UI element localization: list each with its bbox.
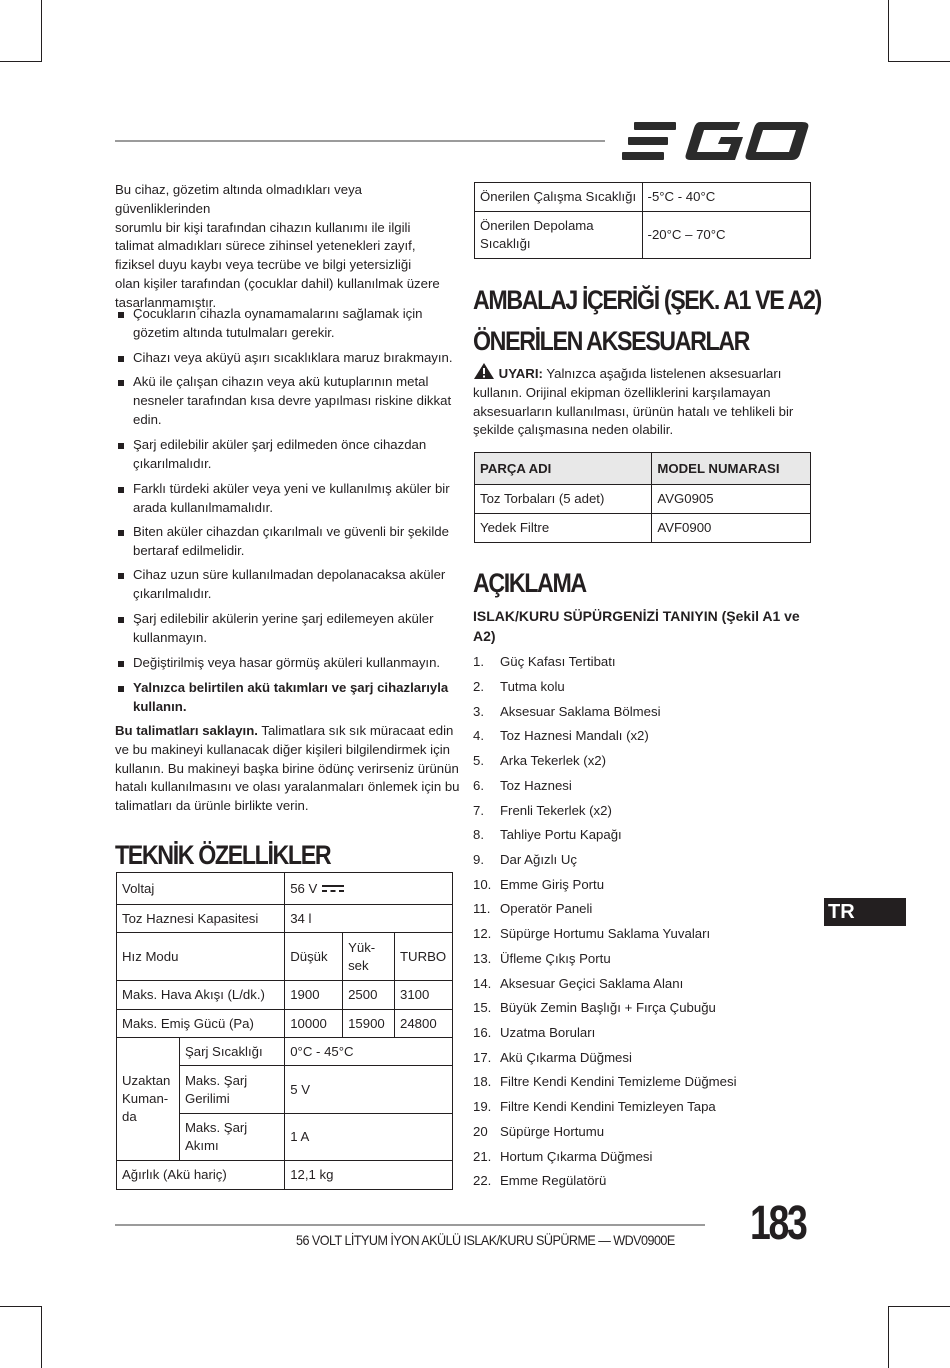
save-instructions [115,722,460,816]
crop-mark [888,61,950,62]
spec-label: Toz Haznesi Kapasitesi [117,905,285,933]
crop-mark [888,1306,950,1307]
item-number: 22. [473,1173,492,1188]
bullet-square-icon [118,356,124,362]
list-item [473,999,716,1017]
intro-line: olan kişiler tarafından (çocuklar dahil) kullanılmak üzere [115,275,440,291]
bullet-square-icon [118,617,124,623]
item-number: 5. [473,753,484,768]
spec-value: 10000 [285,1010,343,1038]
item-number: 15. [473,1000,492,1015]
spec-label: Maks. Şarj Gerilimi [179,1066,284,1114]
list-item [473,653,616,671]
item-text: Büyük Zemin Başlığı + Fırça Çubuğu [500,1000,716,1015]
dc-symbol-icon [321,884,345,894]
item-number: 2. [473,679,484,694]
item-text: Tutma kolu [500,679,565,694]
spec-label: Maks. Şarj Akımı [179,1114,284,1161]
ego-logo [622,120,810,162]
temp-value: -20°C – 70°C [642,212,810,259]
item-text: Süpürge Hortumu Saklama Yuvaları [500,926,711,941]
list-item [473,1024,595,1042]
warning-label: UYARI: [498,366,543,381]
bullet-square-icon [118,573,124,579]
item-number: 11. [473,901,491,916]
intro-paragraph [115,181,460,313]
list-item [473,678,565,696]
bullet-square-icon [118,530,124,536]
bullet-item [116,566,456,604]
list-item [473,876,604,894]
bullet-line: Şarj edilebilir akülerin yerine şarj edilemeyen aküler [133,611,434,626]
crop-mark [888,0,889,61]
bullet-line: bertaraf edilmelidir. [133,542,245,558]
part-model: AVF0900 [652,514,811,543]
list-item [473,851,577,869]
item-text: Frenli Tekerlek (x2) [500,803,612,818]
warning-line: kullanın. Orijinal ekipman özelliklerini karşılamayan [473,384,771,400]
specs-heading: TEKNİK ÖZELLİKLER [115,840,331,870]
bullet-item [116,679,456,717]
part-name: Toz Torbaları (5 adet) [475,485,652,514]
list-item [473,975,683,993]
spec-value: 12,1 kg [285,1161,453,1190]
bullet-item [116,349,456,368]
item-number: 1. [473,654,484,669]
list-item [473,752,606,770]
item-text: Güç Kafası Tertibatı [500,654,616,669]
subheading-line: A2) [473,628,496,644]
save-line: ve bu makineyi kullanacak diğer kişileri bilgilendirmek için [115,741,450,757]
item-text: Üfleme Çıkış Portu [500,951,611,966]
bullet-line: Biten aküler cihazdan çıkarılmalı ve güvenli bir şekilde [133,524,449,539]
list-item [473,1073,737,1091]
item-number: 4. [473,728,484,743]
intro-line: sorumlu bir kişi tarafından cihazın kullanımı ile ilgili [115,219,411,235]
bullet-line: Akü ile çalışan cihazın veya akü kutuplarının metal [133,374,429,389]
item-text: Aksesuar Saklama Bölmesi [500,704,661,719]
item-text: Emme Regülatörü [500,1173,607,1188]
item-number: 10. [473,877,492,892]
bullet-line: çıkarılmalıdır. [133,585,212,601]
spec-value: 1 A [285,1114,453,1161]
item-number: 6. [473,778,484,793]
part-model: AVG0905 [652,485,811,514]
spec-value: 3100 [394,981,452,1010]
temp-label: Önerilen Çalışma Sıcaklığı [475,183,643,212]
crop-mark [0,1306,42,1307]
parts-header: PARÇA ADI [475,453,652,485]
crop-mark [41,0,42,61]
intro-line: talimat almadıkları sürece zihinsel yetenekleri zayıf, [115,238,416,254]
crop-mark [41,1306,42,1368]
footer-text: 56 VOLT LİTYUM İYON AKÜLÜ ISLAK/KURU SÜPÜRME — WDV0900E [296,1232,675,1248]
accessories-heading: ÖNERİLEN AKSESUARLAR [473,326,750,356]
bullet-square-icon [118,380,124,386]
page-number: 183 [750,1197,806,1250]
accessories-table [474,452,811,543]
description-subheading [473,606,818,646]
temperature-table [474,182,811,259]
save-line: kullanın. Bu makineyi başka birine ödünç verirseniz ürünün [115,760,459,776]
save-line: talimatları da ürünle birlikte verin. [115,798,309,814]
spec-value: 5 V [285,1066,453,1114]
intro-line: fiziksel duyu kaybı veya tecrübe ve bilgi yetersizliği [115,257,412,273]
item-number: 20 [473,1124,488,1139]
warning-line: aksesuarların kullanılması, ürünün hatalı ve tehlikeli bir [473,403,794,419]
bullet-line: çıkarılmalıdır. [133,455,212,471]
spec-label: Maks. Emiş Gücü (Pa) [117,1010,285,1038]
item-number: 16. [473,1025,492,1040]
language-tab: TR [824,898,906,926]
item-text: Filtre Kendi Kendini Temizleyen Tapa [500,1099,716,1114]
bullet-line: Farklı türdeki aküler veya yeni ve kullanılmış aküler bir [133,481,450,496]
part-name: Yedek Filtre [475,514,652,543]
bullet-line: Cihaz uzun süre kullanılmadan depolanacaksa aküler [133,567,446,582]
bullet-line: Cihazı veya aküyü aşırı sıcaklıklara maruz bırakmayın. [133,350,453,365]
spec-label: Hız Modu [117,933,285,981]
spec-label: Uzaktan Kuman- da [117,1038,180,1161]
subheading-line: ISLAK/KURU SÜPÜRGENİZİ TANIYIN (Şekil A1 ve [473,608,800,624]
spec-value: TURBO [394,933,452,981]
bullet-line: arada kullanılmamalıdır. [133,499,274,515]
bullet-line: Şarj edilebilir aküler şarj edilmeden önce cihazdan [133,437,427,452]
warning-line: şekilde çalışmasına neden olabilir. [473,422,674,438]
save-line: hatalı kullanılmasını ve olası yaralanmaları önlemek için bu [115,779,460,795]
item-number: 14. [473,976,492,991]
spec-value: 24800 [394,1010,452,1038]
list-item [473,727,649,745]
bullet-line: kullanın. [133,698,187,714]
warning-triangle-icon [473,362,495,380]
spec-value: Düşük [285,933,343,981]
crop-mark [0,61,42,62]
warning-paragraph [473,362,818,440]
item-text: Arka Tekerlek (x2) [500,753,607,768]
parts-header: MODEL NUMARASI [652,453,811,485]
item-number: 12. [473,926,492,941]
item-number: 7. [473,803,484,818]
bullet-line: Yalnızca belirtilen akü takımları ve şarj cihazlarıyla [133,680,449,695]
item-text: Akü Çıkarma Düğmesi [500,1050,632,1065]
crop-mark [888,1306,889,1368]
item-text: Dar Ağızlı Uç [500,852,577,867]
list-item [473,1049,632,1067]
spec-label: Ağırlık (Akü hariç) [117,1161,285,1190]
list-item [473,802,612,820]
spec-label: Maks. Hava Akışı (L/dk.) [117,981,285,1010]
bullet-line: Değiştirilmiş veya hasar görmüş aküleri kullanmayın. [133,655,441,670]
item-number: 3. [473,704,484,719]
temp-label: Önerilen Depolama Sıcaklığı [475,212,643,259]
list-item [473,1148,652,1166]
temp-value: -5°C - 40°C [642,183,810,212]
bullet-square-icon [118,686,124,692]
list-item [473,1172,606,1190]
spec-value: 15900 [343,1010,395,1038]
item-text: Tahliye Portu Kapağı [500,827,622,842]
item-number: 21. [473,1149,492,1164]
header-rule [115,140,605,142]
bullet-square-icon [118,487,124,493]
bullet-item [116,654,456,673]
bullet-item [116,523,456,561]
package-heading: AMBALAJ İÇERİĞİ (ŞEK. A1 VE A2) [473,285,821,315]
bullet-line: kullanmayın. [133,629,208,645]
bullet-line: nesneler tarafından kısa devre yapılması riskine dikkat [133,392,452,408]
list-item [473,826,622,844]
description-heading: AÇIKLAMA [473,568,586,598]
spec-value: 1900 [285,981,343,1010]
spec-value: 0°C - 45°C [285,1038,453,1066]
list-item [473,900,592,918]
footer-rule [115,1224,705,1226]
voltage-value: 56 V [290,880,318,896]
item-text: Emme Giriş Portu [500,877,605,892]
list-item [473,1098,716,1116]
list-item [473,703,661,721]
item-text: Aksesuar Geçici Saklama Alanı [500,976,684,991]
spec-label: Voltaj [117,873,285,905]
intro-line: tasarlanmamıştır. [115,294,217,310]
list-item [473,925,710,943]
item-number: 19. [473,1099,492,1114]
specs-table [116,872,453,1190]
item-text: Filtre Kendi Kendini Temizleme Düğmesi [500,1074,737,1089]
bullet-item [116,373,456,429]
spec-value: 34 l [285,905,453,933]
item-text: Operatör Paneli [500,901,593,916]
save-bold: Bu talimatları saklayın. [115,723,258,738]
list-item [473,777,572,795]
item-text: Hortum Çıkarma Düğmesi [500,1149,653,1164]
item-number: 18. [473,1074,492,1089]
item-text: Toz Haznesi [500,778,572,793]
intro-line: Bu cihaz, gözetim altında olmadıkları veya güvenliklerinden [115,182,363,216]
item-number: 13. [473,951,492,966]
list-item [473,1123,604,1141]
item-text: Süpürge Hortumu [500,1124,605,1139]
bullet-line: Çocukların cihazla oynamamalarını sağlamak için [133,306,423,321]
bullet-square-icon [118,443,124,449]
bullet-item [116,480,456,518]
item-number: 9. [473,852,484,867]
spec-value [285,873,453,905]
bullet-line: edin. [133,411,162,427]
bullet-square-icon [118,661,124,667]
save-line: Talimatlara sık sık müracaat edin [257,723,454,738]
item-text: Uzatma Boruları [500,1025,596,1040]
bullet-item [116,610,456,648]
item-number: 8. [473,827,484,842]
spec-label: Şarj Sıcaklığı [179,1038,284,1066]
bullet-item [116,436,456,474]
warning-line: Yalnızca aşağıda listelenen aksesuarları [542,366,782,381]
list-item [473,950,611,968]
bullet-square-icon [118,312,124,318]
spec-value: Yük- sek [343,933,395,981]
bullet-line: gözetim altında tutulmaları gerekir. [133,324,335,340]
item-text: Toz Haznesi Mandalı (x2) [500,728,649,743]
spec-value: 2500 [343,981,395,1010]
item-number: 17. [473,1050,492,1065]
bullet-item [116,305,456,343]
